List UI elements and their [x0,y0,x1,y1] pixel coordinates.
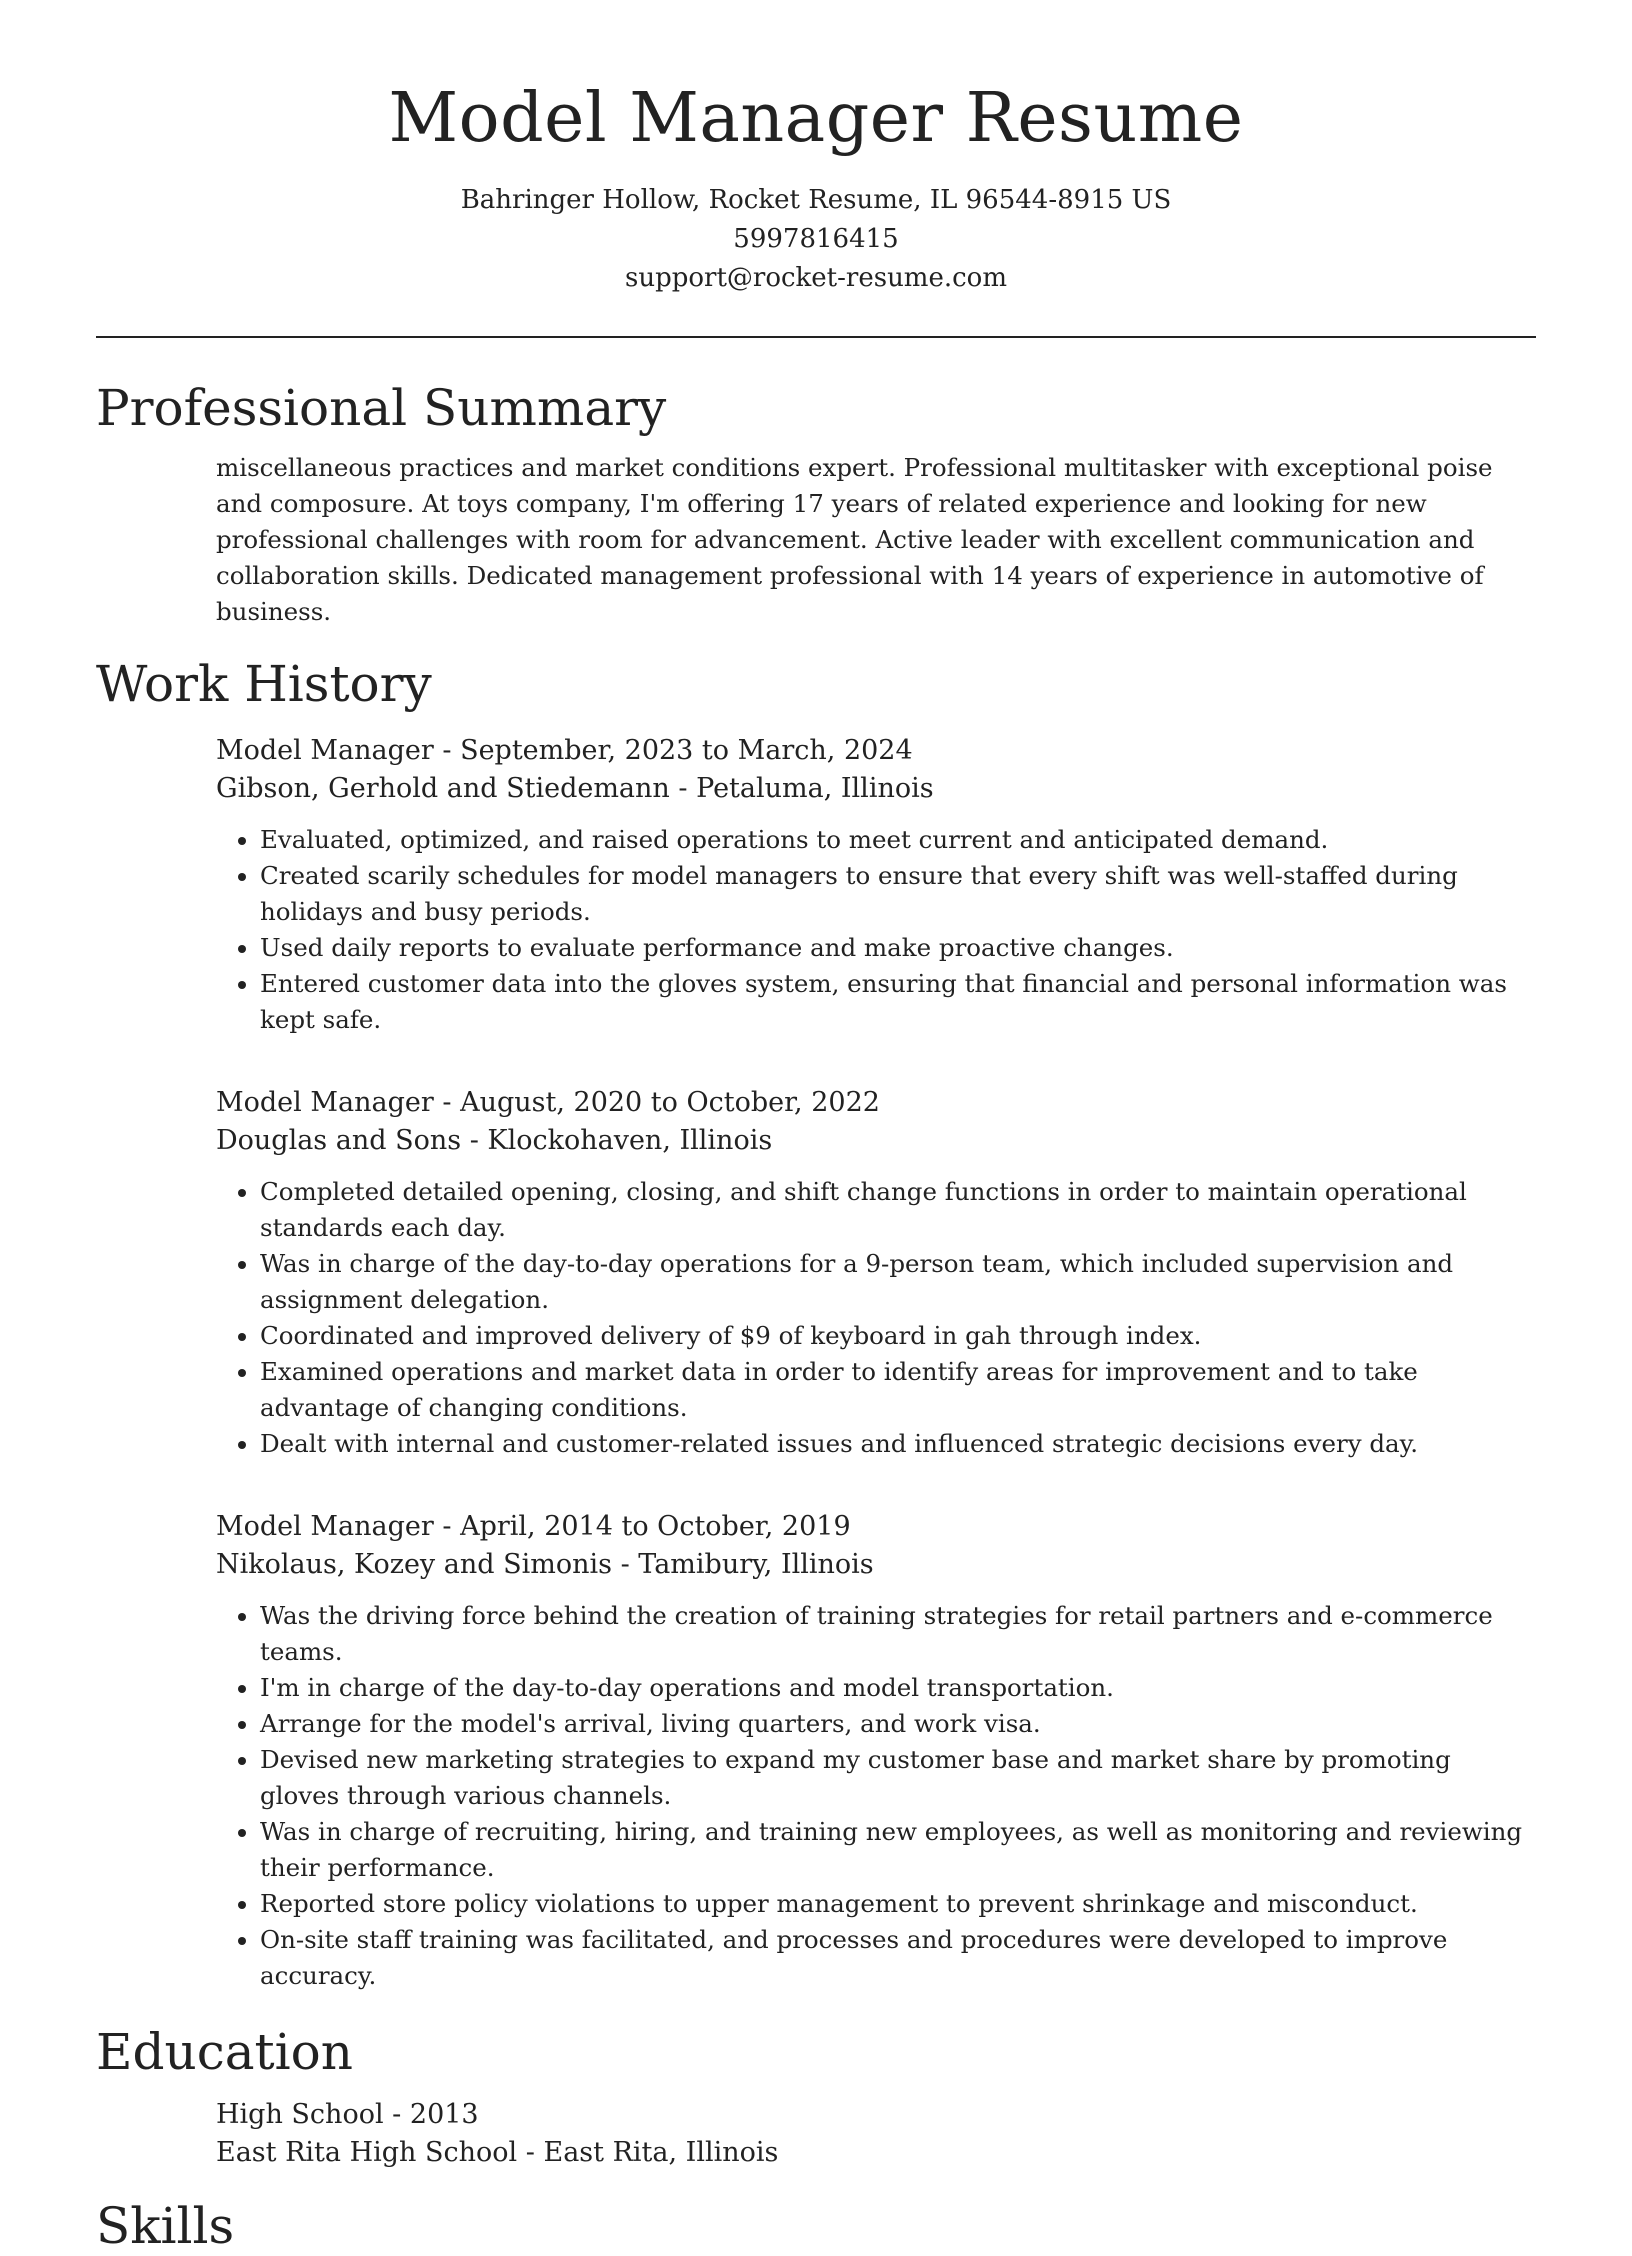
education-location: East Rita, Illinois [543,2136,779,2168]
address: Bahringer Hollow, Rocket Resume, IL 96544-8915 US [460,184,1172,215]
job-role: Model Manager [216,1086,434,1118]
summary-heading: Professional Summary [96,378,667,437]
job-entry [216,732,1536,1038]
work-history-list [96,732,1536,1994]
job-title-line: Model Manager - September, 2023 to March, 2024 [216,734,913,766]
job-title-line: Model Manager - April, 2014 to October, 2019 [216,1510,851,1542]
job-bullet: • On-site staff training was facilitated, and processes and procedures were developed to improve accuracy. [260,1922,1536,1994]
resume-header [96,79,1536,298]
education-degree: High School [216,2098,384,2130]
phone: 5997816415 [733,223,899,254]
job-bullet: • Reported store policy violations to upper management to prevent shrinkage and misconduct. [260,1886,1536,1922]
education-degree-line: High School - 2013 [216,2098,479,2130]
education-school-line: East Rita High School - East Rita, Illinois [216,2136,779,2168]
job-company-line: Nikolaus, Kozey and Simonis - Tamibury, Illinois [216,1548,874,1580]
job-location: Klockohaven, Illinois [487,1124,773,1156]
job-bullets [216,822,1536,1038]
work-history-heading: Work History [96,654,432,713]
job-location: Petaluma, Illinois [696,772,934,804]
email: support@rocket-resume.com [624,262,1007,293]
job-dates: August, 2020 to October, 2022 [460,1086,880,1118]
skills-heading: Skills [96,2196,235,2255]
education-entry [96,2096,1536,2172]
job-bullet: • Used daily reports to evaluate performance and make proactive changes. [260,930,1536,966]
job-entry [216,1084,1536,1462]
job-bullet: • Evaluated, optimized, and raised operations to meet current and anticipated demand. [260,822,1536,858]
job-location: Tamibury, Illinois [638,1548,874,1580]
job-bullet: • Completed detailed opening, closing, and shift change functions in order to maintain operational standards each day. [260,1174,1536,1246]
education-school: East Rita High School [216,2136,518,2168]
job-company: Gibson, Gerhold and Stiedemann [216,772,670,804]
resume-title: Model Manager Resume [388,79,1244,158]
job-company: Douglas and Sons [216,1124,462,1156]
job-bullet: • Arrange for the model's arrival, living quarters, and work visa. [260,1706,1536,1742]
education-year: 2013 [409,2098,479,2130]
education-heading: Education [96,2022,353,2081]
job-bullet: • I'm in charge of the day-to-day operations and model transportation. [260,1670,1536,1706]
job-bullet: • Coordinated and improved delivery of $9 of keyboard in gah through index. [260,1318,1536,1354]
job-bullet: • Was in charge of the day-to-day operations for a 9-person team, which included supervision and assignment delegation. [260,1246,1536,1318]
job-bullet: • Entered customer data into the gloves system, ensuring that financial and personal information was kept safe. [260,966,1536,1038]
job-title-line: Model Manager - August, 2020 to October, 2022 [216,1086,880,1118]
job-bullet: • Was in charge of recruiting, hiring, and training new employees, as well as monitoring and reviewing their performance. [260,1814,1536,1886]
job-entry [216,1508,1536,1994]
job-bullets [216,1174,1536,1462]
job-role: Model Manager [216,734,434,766]
header-divider [96,336,1536,338]
job-bullet: • Dealt with internal and customer-related issues and influenced strategic decisions every day. [260,1426,1536,1462]
job-role: Model Manager [216,1510,434,1542]
job-bullet: • Created scarily schedules for model managers to ensure that every shift was well-staffed during holidays and busy periods. [260,858,1536,930]
contact-block [96,181,1536,298]
job-bullet: • Was the driving force behind the creation of training strategies for retail partners and e-commerce teams. [260,1598,1536,1670]
job-company-line: Gibson, Gerhold and Stiedemann - Petaluma, Illinois [216,772,934,804]
job-dates: September, 2023 to March, 2024 [460,734,913,766]
summary-text: miscellaneous practices and market conditions expert. Professional multitasker with exceptional poise and composure. At toys company, I'm offering 17 years of related experience and looking for new professional challenges with room for advancement. Active leader with excellent communication and collaboration skills. Dedicated management professional with 14 years of experience in automotive of business. [216,452,1493,626]
job-bullet: • Devised new marketing strategies to expand my customer base and market share by promoting gloves through various channels. [260,1742,1536,1814]
job-dates: April, 2014 to October, 2019 [460,1510,851,1542]
job-company-line: Douglas and Sons - Klockohaven, Illinois [216,1124,773,1156]
job-company: Nikolaus, Kozey and Simonis [216,1548,612,1580]
job-bullets [216,1598,1536,1994]
job-bullet: • Examined operations and market data in order to identify areas for improvement and to take advantage of changing conditions. [260,1354,1536,1426]
